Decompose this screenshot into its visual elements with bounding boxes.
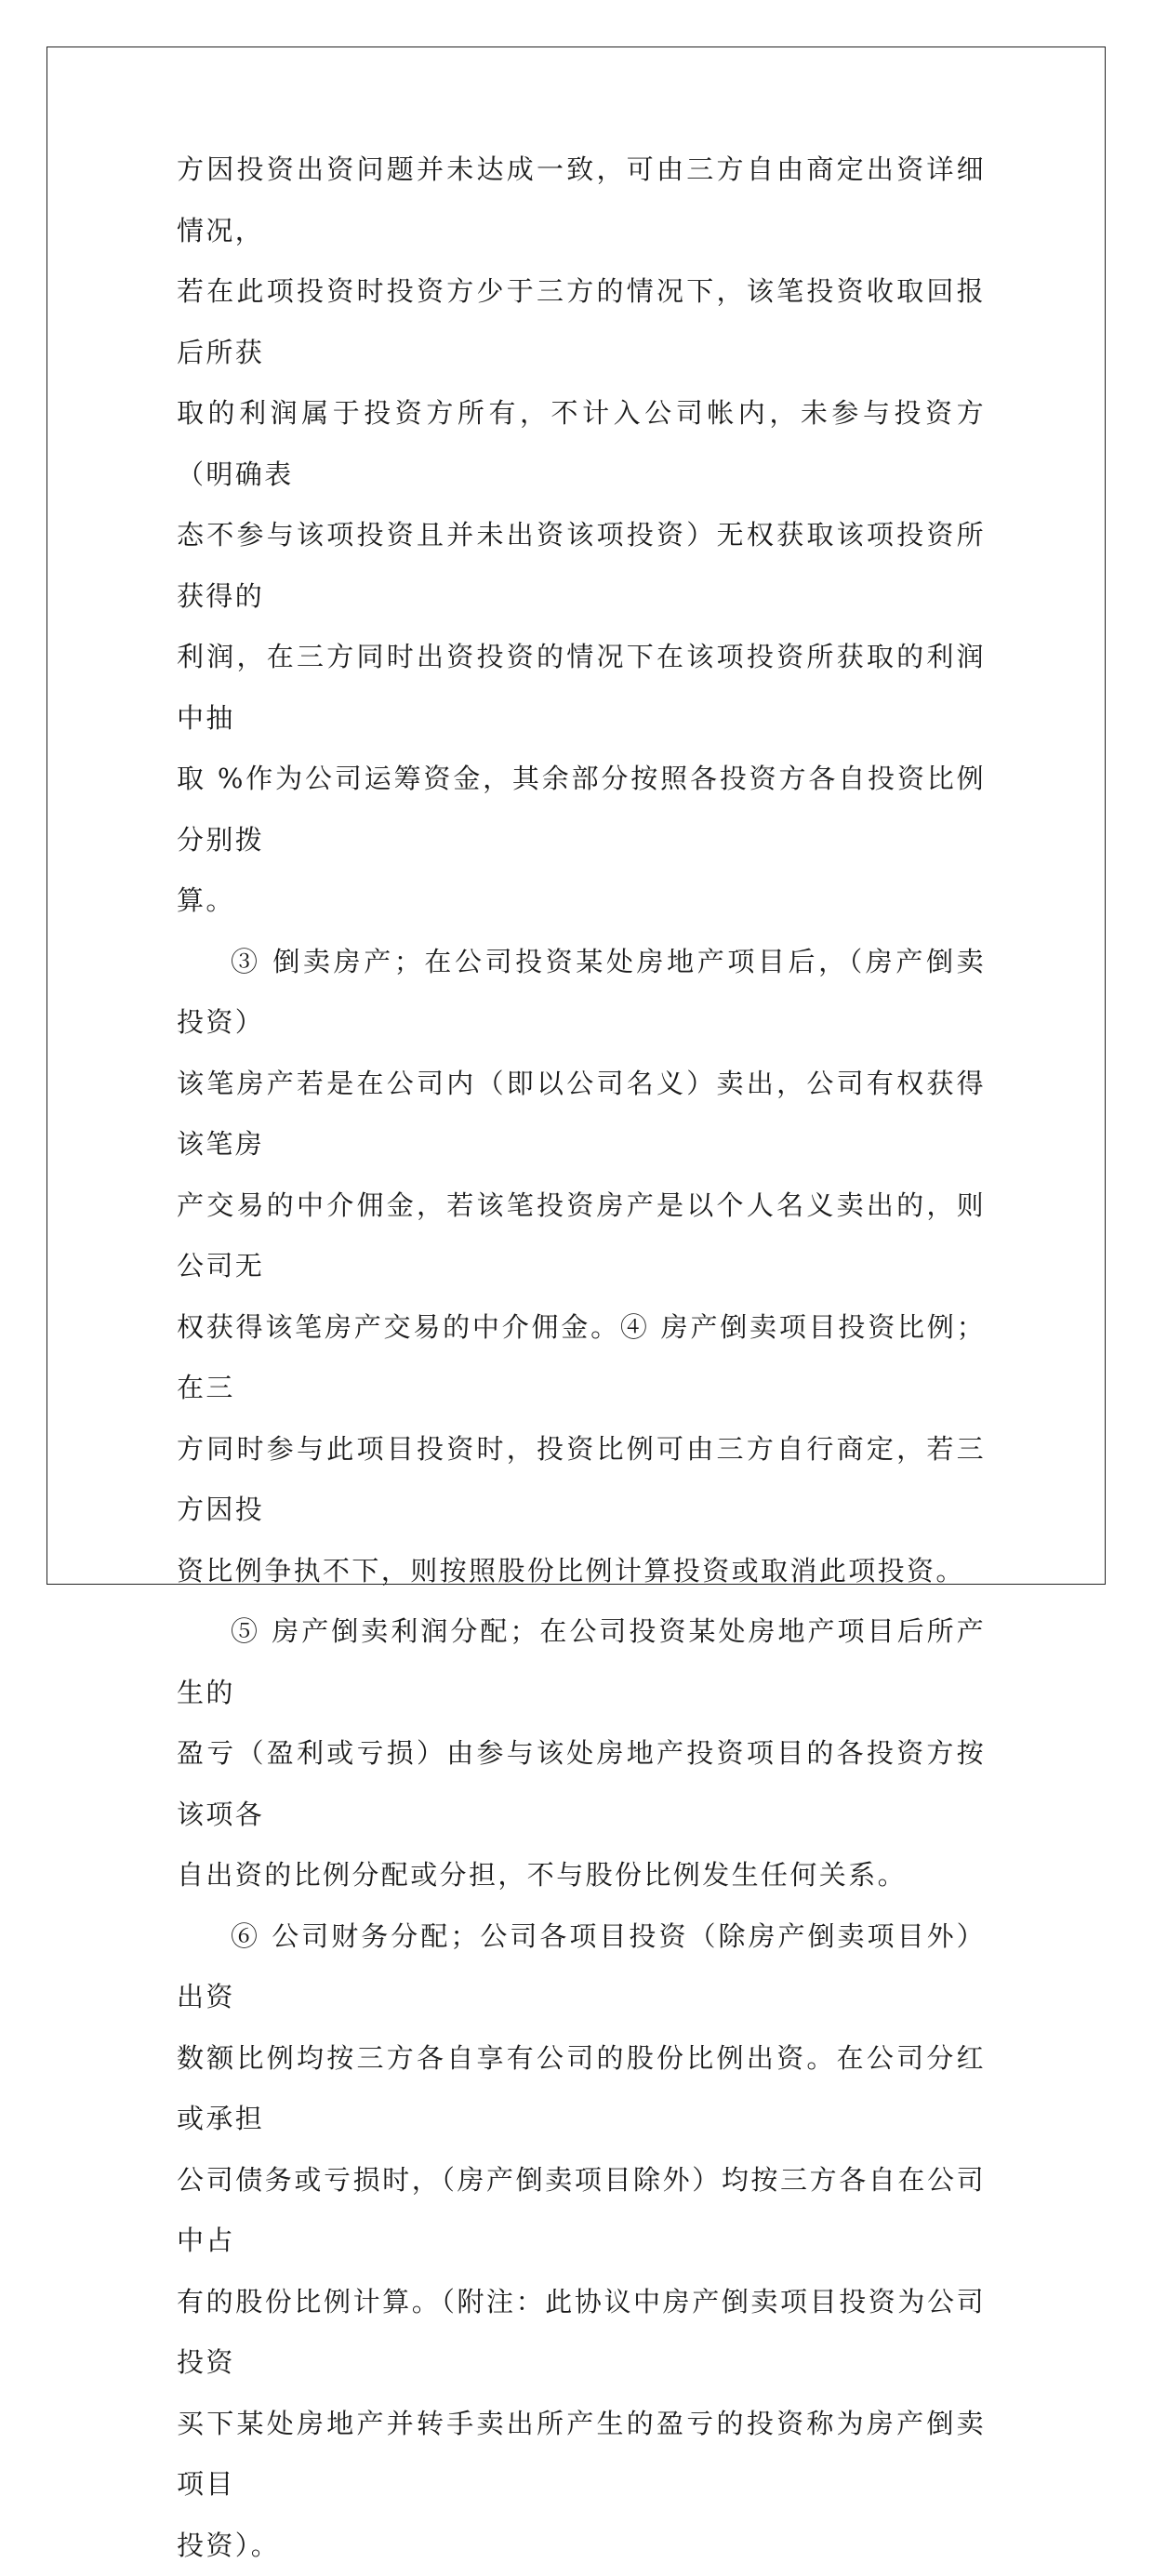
- text-line: 态不参与该项投资且并未出资该项投资）无权获取该项投资所获得的: [177, 519, 986, 612]
- text-line: 投资）。: [177, 2530, 280, 2561]
- text-line: 权获得该笔房产交易的中介佣金。④ 房产倒卖项目投资比例；在三: [177, 1311, 986, 1404]
- text-line: 若在此项投资时投资方少于三方的情况下，该笔投资收取回报后所获: [177, 275, 986, 368]
- text-line: ⑤ 房产倒卖利润分配；在公司投资某处房地产项目后所产生的: [177, 1615, 986, 1708]
- document-body: [177, 139, 986, 2576]
- text-line: ③ 倒卖房产；在公司投资某处房地产项目后，（房产倒卖投资）: [177, 946, 986, 1039]
- paragraph-financial-distribution: [177, 1906, 986, 2576]
- text-line: 公司债务或亏损时，（房产倒卖项目除外）均按三方各自在公司中占: [177, 2164, 986, 2257]
- paragraph-property-resale: [177, 932, 986, 1602]
- text-line: 买下某处房地产并转手卖出所产生的盈亏的投资称为房产倒卖项目: [177, 2408, 986, 2501]
- text-line: 自出资的比例分配或分担，不与股份比例发生任何关系。: [177, 1859, 907, 1891]
- text-line: 产交易的中介佣金，若该笔投资房产是以个人名义卖出的，则公司无: [177, 1189, 986, 1282]
- paragraph-investment-profit: [177, 139, 986, 932]
- text-line: 取的利润属于投资方所有，不计入公司帐内，未参与投资方（明确表: [177, 397, 986, 490]
- text-line: 该笔房产若是在公司内（即以公司名义）卖出，公司有权获得该笔房: [177, 1068, 986, 1161]
- text-line: 方同时参与此项目投资时，投资比例可由三方自行商定，若三方因投: [177, 1433, 986, 1526]
- text-line: 方因投资出资问题并未达成一致，可由三方自由商定出资详细情况，: [177, 153, 986, 246]
- text-line: 资比例争执不下，则按照股份比例计算投资或取消此项投资。: [177, 1555, 965, 1587]
- text-line: 取 %作为公司运筹资金，其余部分按照各投资方各自投资比例分别拨: [177, 763, 986, 856]
- text-line: 算。: [177, 884, 235, 916]
- text-line: 有的股份比例计算。（附注：此协议中房产倒卖项目投资为公司投资: [177, 2286, 986, 2379]
- text-line: ⑥ 公司财务分配；公司各项目投资（除房产倒卖项目外）出资: [177, 1920, 986, 2013]
- text-line: 利润，在三方同时出资投资的情况下在该项投资所获取的利润中抽: [177, 641, 986, 734]
- text-line: 数额比例均按三方各自享有公司的股份比例出资。在公司分红或承担: [177, 2042, 986, 2135]
- paragraph-resale-profit-distribution: [177, 1601, 986, 1906]
- text-line: 盈亏（盈利或亏损）由参与该处房地产投资项目的各投资方按该项各: [177, 1737, 986, 1830]
